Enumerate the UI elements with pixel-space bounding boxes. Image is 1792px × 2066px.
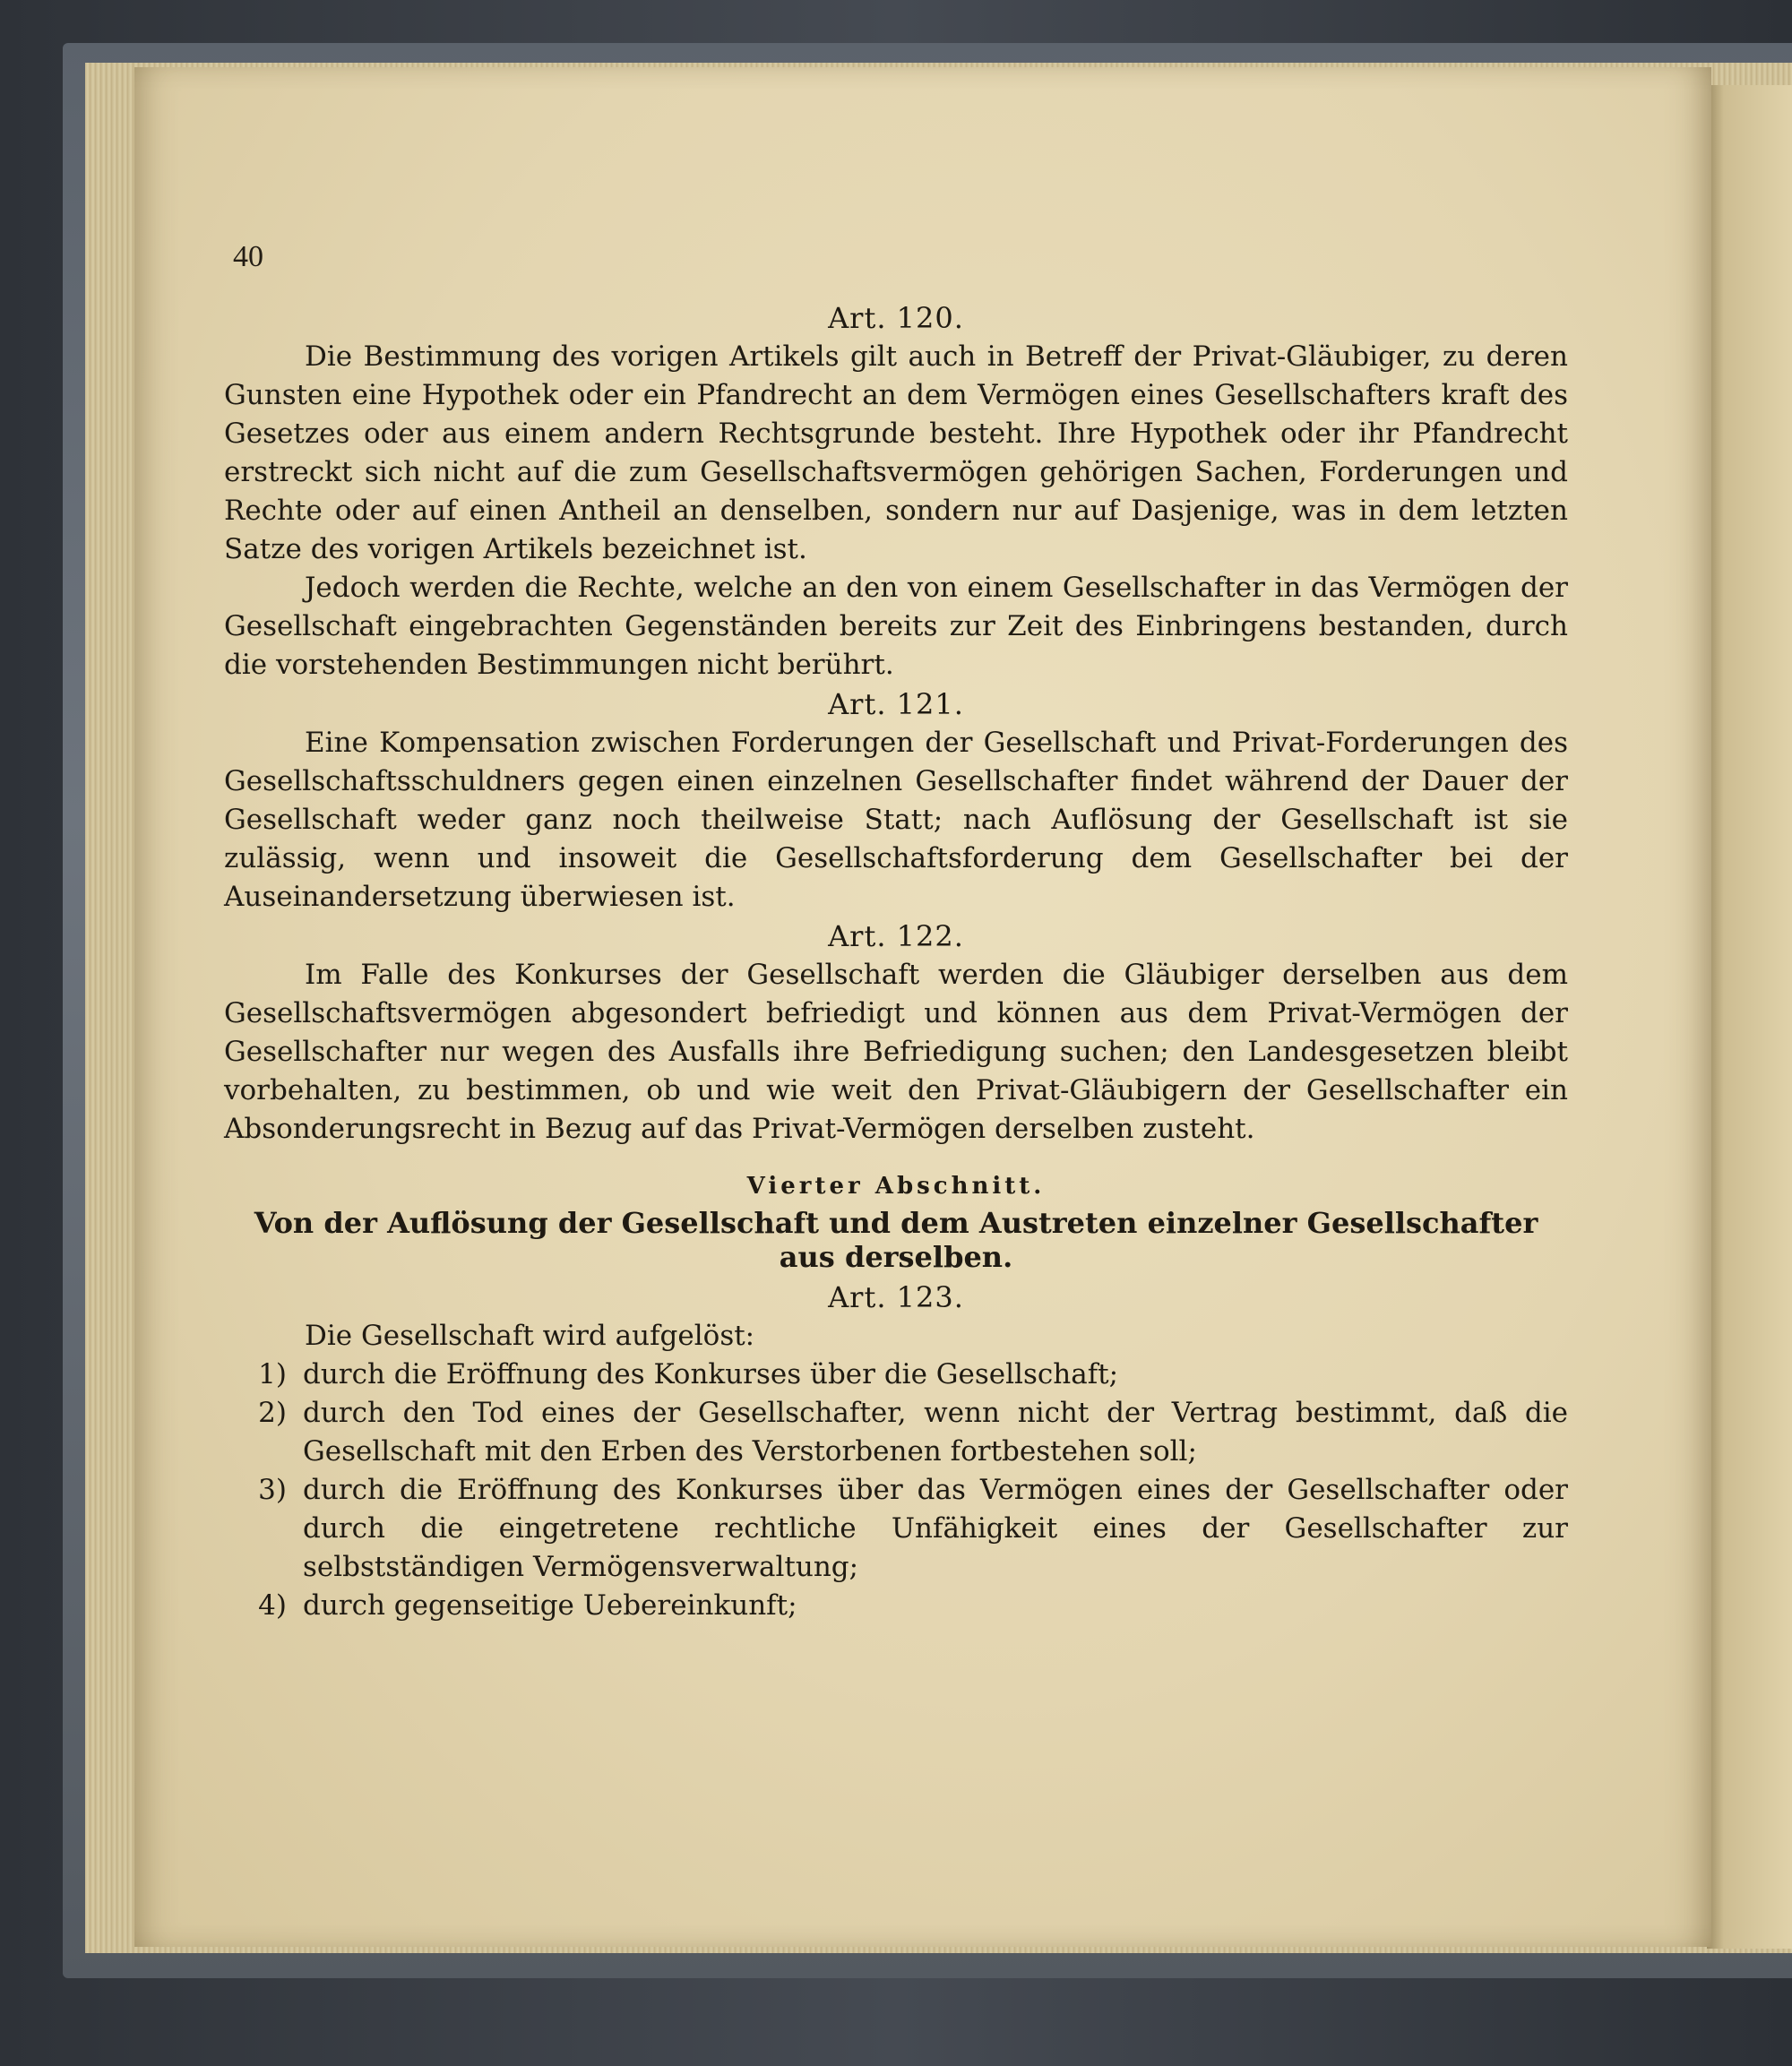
article-paragraph: Jedoch werden die Rechte, welche an den von einem Gesellschafter in das Vermögen der Gesellschaft eingebrachten Gegenständen bereits zur Zeit des Einbringens bestanden, durch die vorstehenden Bestimmungen nicht berührt. [224, 572, 1568, 681]
article-heading: Art. 121. [828, 687, 964, 721]
article-heading: Art. 120. [828, 301, 964, 335]
page-number: 40 [233, 240, 263, 273]
section-title: Von der Auflösung der Gesellschaft und dem Austreten einzelner Gesellschafter aus derselben. [254, 1206, 1538, 1274]
article-heading: Art. 123. [828, 1280, 964, 1314]
list-text: durch gegenseitige Uebereinkunft; [303, 1589, 797, 1622]
article-paragraph: Die Bestimmung des vorigen Artikels gilt auch in Betreff der Privat-Gläubiger, zu deren Gunsten eine Hypothek oder ein Pfandrecht an dem Vermögen eines Gesellschafters kraft des Gesetzes oder aus einem andern Rechtsgrunde besteht. Ihre Hypothek oder ihr Pfandrecht erstreckt sich nicht auf die zum Gesellschaftsvermögen gehörigen Sachen, Forderungen und Rechte oder auf einen Antheil an denselben, sondern nur auf Dasjenige, was in dem letzten Satze des vorigen Artikels bezeichnet ist. [224, 340, 1568, 565]
list-item [224, 1356, 1568, 1394]
list-text: durch die Eröffnung des Konkurses über das Vermögen eines der Gesellschafter oder durch die eingetretene rechtliche Unfähigkeit eines der Gesellschafter zur selbstständigen Vermögensverwaltung; [303, 1474, 1568, 1583]
article-paragraph: Im Falle des Konkurses der Gesellschaft werden die Gläubiger derselben aus dem Gesellschaftsvermögen abgesondert befriedigt und können aus dem Privat-Vermögen der Gesellschafter nur wegen des Ausfalls ihre Befriedigung suchen; den Landesgesetzen bleibt vorbehalten, zu bestimmen, ob und wie weit den Privat-Gläubigern der Gesellschafter ein Absonderungsrecht in Bezug auf das Privat-Vermögen derselben zusteht. [224, 959, 1568, 1145]
facing-page-edge [1707, 85, 1792, 1949]
article-122 [224, 917, 1568, 1149]
list-number: 1) [258, 1358, 287, 1390]
list-number: 2) [258, 1397, 287, 1429]
article-120 [224, 298, 1568, 684]
article-121 [224, 684, 1568, 917]
list-item [224, 1471, 1568, 1587]
section-subtitle: Vierter Abschnitt. [746, 1173, 1046, 1200]
list-item [224, 1394, 1568, 1471]
list-number: 3) [258, 1474, 287, 1506]
page-text [224, 237, 1568, 1625]
article-paragraph: Eine Kompensation zwischen Forderungen der Gesellschaft und Privat-Forderungen des Gesellschaftsschuldners gegen einen einzelnen Gesellschafter findet während der Dauer der Gesellschaft weder ganz noch theilweise Statt; nach Auflösung der Gesellschaft ist sie zulässig, wenn und insoweit die Gesellschaftsforderung dem Gesellschafter bei der Auseinandersetzung überwiesen ist. [224, 727, 1568, 913]
article-123 [224, 1278, 1568, 1625]
list-number: 4) [258, 1589, 287, 1622]
article-intro: Die Gesellschaft wird aufgelöst: [305, 1320, 755, 1352]
article-heading: Art. 122. [828, 919, 964, 953]
list-item [224, 1587, 1568, 1625]
list-text: durch den Tod eines der Gesellschafter, wenn nicht der Vertrag bestimmt, daß die Gesellschaft mit den Erben des Verstorbenen fortbestehen soll; [303, 1397, 1568, 1468]
list-text: durch die Eröffnung des Konkurses über die Gesellschaft; [303, 1358, 1119, 1390]
